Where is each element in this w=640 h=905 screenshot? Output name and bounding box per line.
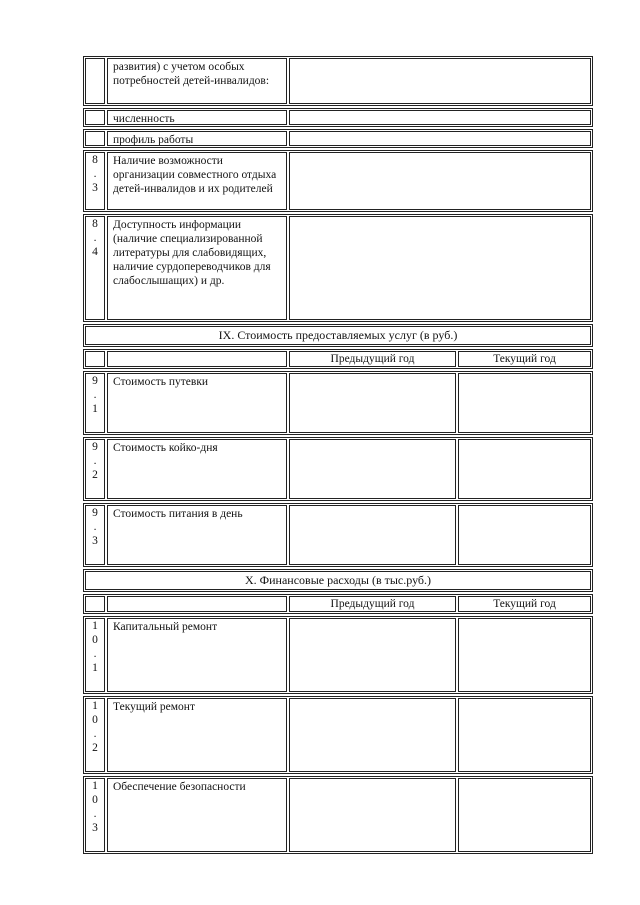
- value-cell-prev: [289, 618, 456, 692]
- row-number: [85, 58, 105, 104]
- row-number: 1 0 . 3: [85, 778, 105, 852]
- sec9-header-row: [83, 349, 593, 369]
- sec10-row-10-1: [83, 616, 593, 694]
- value-cell-prev: [289, 698, 456, 772]
- column-header-curr: Текущий год: [458, 351, 591, 367]
- sec10-header-row: [83, 594, 593, 614]
- sec9-row-9-1: [83, 371, 593, 435]
- value-cell-curr: [458, 505, 591, 565]
- document-page: [83, 56, 593, 856]
- row-number: 1 0 . 2: [85, 698, 105, 772]
- value-cell: [289, 58, 591, 104]
- value-cell-prev: [289, 505, 456, 565]
- row-number: [85, 351, 105, 367]
- row-label: Текущий ремонт: [107, 698, 287, 772]
- sec8-row-8-4: [83, 214, 593, 322]
- sec9-row-9-2: [83, 437, 593, 501]
- row-label: Доступность информации (наличие специализированной литературы для слабовидящих, наличие сурдопереводчиков для слабослышащих) и др.: [107, 216, 287, 320]
- value-cell-prev: [289, 778, 456, 852]
- sec8-row-2: [83, 108, 593, 127]
- column-header-curr: Текущий год: [458, 596, 591, 612]
- column-header-prev: Предыдущий год: [289, 351, 456, 367]
- row-number: 9 . 2: [85, 439, 105, 499]
- label-header: [107, 351, 287, 367]
- sec8-row-3: [83, 129, 593, 148]
- value-cell-prev: [289, 439, 456, 499]
- row-number: 8 . 3: [85, 152, 105, 210]
- value-cell-curr: [458, 618, 591, 692]
- row-label: Стоимость питания в день: [107, 505, 287, 565]
- value-cell-curr: [458, 778, 591, 852]
- row-label: Наличие возможности организации совместного отдыха детей-инвалидов и их родителей: [107, 152, 287, 210]
- value-cell: [289, 216, 591, 320]
- sec8-row-1: [83, 56, 593, 106]
- row-label: Обеспечение безопасности: [107, 778, 287, 852]
- section-title: X. Финансовые расходы (в тыс.руб.): [85, 571, 591, 590]
- sec9-title-row: [83, 324, 593, 347]
- section-title: IX. Стоимость предоставляемых услуг (в руб.): [85, 326, 591, 345]
- row-number: [85, 596, 105, 612]
- value-cell: [289, 131, 591, 146]
- value-cell-curr: [458, 373, 591, 433]
- row-label: развития) с учетом особых потребностей детей-инвалидов:: [107, 58, 287, 104]
- row-number: [85, 131, 105, 146]
- value-cell-curr: [458, 439, 591, 499]
- row-label: профиль работы: [107, 131, 287, 146]
- sec10-row-10-3: [83, 776, 593, 854]
- value-cell-prev: [289, 373, 456, 433]
- row-label: Стоимость койко-дня: [107, 439, 287, 499]
- label-header: [107, 596, 287, 612]
- row-number: 8 . 4: [85, 216, 105, 320]
- row-label: Капитальный ремонт: [107, 618, 287, 692]
- sec10-row-10-2: [83, 696, 593, 774]
- value-cell-curr: [458, 698, 591, 772]
- row-number: [85, 110, 105, 125]
- row-number: 9 . 1: [85, 373, 105, 433]
- row-number: 9 . 3: [85, 505, 105, 565]
- value-cell: [289, 152, 591, 210]
- value-cell: [289, 110, 591, 125]
- row-label: численность: [107, 110, 287, 125]
- sec10-title-row: [83, 569, 593, 592]
- sec8-row-8-3: [83, 150, 593, 212]
- row-number: 1 0 . 1: [85, 618, 105, 692]
- column-header-prev: Предыдущий год: [289, 596, 456, 612]
- sec9-row-9-3: [83, 503, 593, 567]
- row-label: Стоимость путевки: [107, 373, 287, 433]
